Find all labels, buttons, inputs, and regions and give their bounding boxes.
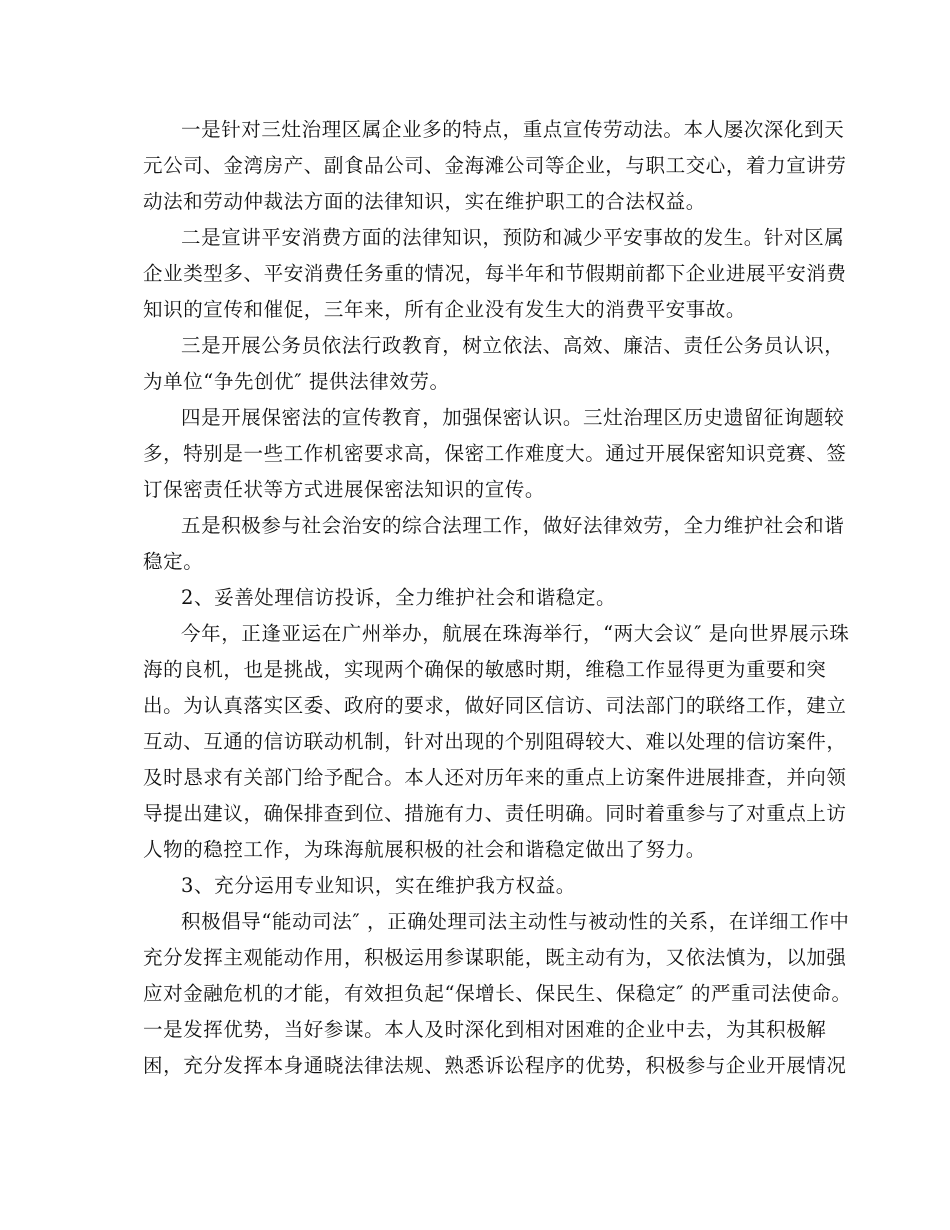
text-line: 元公司、金湾房产、副食品公司、金海滩公司等企业，与职工交心，着力宣讲劳 [143, 154, 847, 177]
text-line: 三是开展公务员依法行政教育，树立依法、高效、廉洁、责任公务员认识， [181, 334, 845, 357]
text-line: 一是发挥优势，当好参谋。本人及时深化到相对困难的企业中去，为其积极解 [143, 1018, 827, 1041]
text-line: 应对金融危机的才能，有效担负起“保增长、保民生、保稳定″ 的严重司法使命。 [143, 982, 852, 1005]
text-line: 困，充分发挥本身通晓法律法规、熟悉诉讼程序的优势，积极参与企业开展情况 [143, 1054, 847, 1077]
text-line: 海的良机，也是挑战，实现两个确保的敏感时期，维稳工作显得更为重要和突 [143, 658, 827, 681]
text-line: 导提出建议，确保排查到位、措施有力、责任明确。同时着重参与了对重点上访 [143, 802, 847, 825]
text-line: 互动、互通的信访联动机制，针对出现的个别阻碍较大、难以处理的信访案件， [143, 730, 847, 753]
section-heading: 3、充分运用专业知识，实在维护我方权益。 [181, 874, 576, 897]
text-line: 及时恳求有关部门给予配合。本人还对历年来的重点上访案件进展排查，并向领 [143, 766, 847, 789]
text-line: 知识的宣传和催促，三年来，所有企业没有发生大的消费平安事故。 [143, 298, 747, 321]
text-line: 稳定。 [143, 550, 204, 573]
text-line: 订保密责任状等方式进展保密法知识的宣传。 [143, 478, 546, 501]
text-line: 企业类型多、平安消费任务重的情况，每半年和节假期前都下企业进展平安消费 [143, 262, 847, 285]
text-line: 人物的稳控工作，为珠海航展积极的社会和谐稳定做出了努力。 [143, 838, 706, 861]
text-line: 今年，正逢亚运在广州举办，航展在珠海举行，“两大会议″ 是向世界展示珠 [181, 622, 850, 645]
text-line: 为单位“争先创优″ 提供法律效劳。 [143, 370, 450, 393]
text-line: 五是积极参与社会治安的综合法理工作，做好法律效劳，全力维护社会和谐 [181, 514, 845, 537]
text-line: 出。为认真落实区委、政府的要求，做好同区信访、司法部门的联络工作，建立 [143, 694, 847, 717]
text-line: 充分发挥主观能动作用，积极运用参谋职能，既主动有为，又依法慎为，以加强 [143, 946, 847, 969]
text-line: 四是开展保密法的宣传教育，加强保密认识。三灶治理区历史遗留征询题较 [181, 406, 845, 429]
text-line: 动法和劳动仲裁法方面的法律知识，实在维护职工的合法权益。 [143, 190, 706, 213]
text-line: 一是针对三灶治理区属企业多的特点，重点宣传劳动法。本人屡次深化到天 [181, 118, 845, 141]
section-heading: 2、妥善处理信访投诉，全力维护社会和谐稳定。 [181, 586, 617, 609]
text-line: 二是宣讲平安消费方面的法律知识，预防和减少平安事故的发生。针对区属 [181, 226, 845, 249]
text-line: 多，特别是一些工作机密要求高，保密工作难度大。通过开展保密知识竞赛、签 [143, 442, 847, 465]
text-line: 积极倡导“能动司法″ ，正确处理司法主动性与被动性的关系，在详细工作中 [181, 910, 850, 933]
